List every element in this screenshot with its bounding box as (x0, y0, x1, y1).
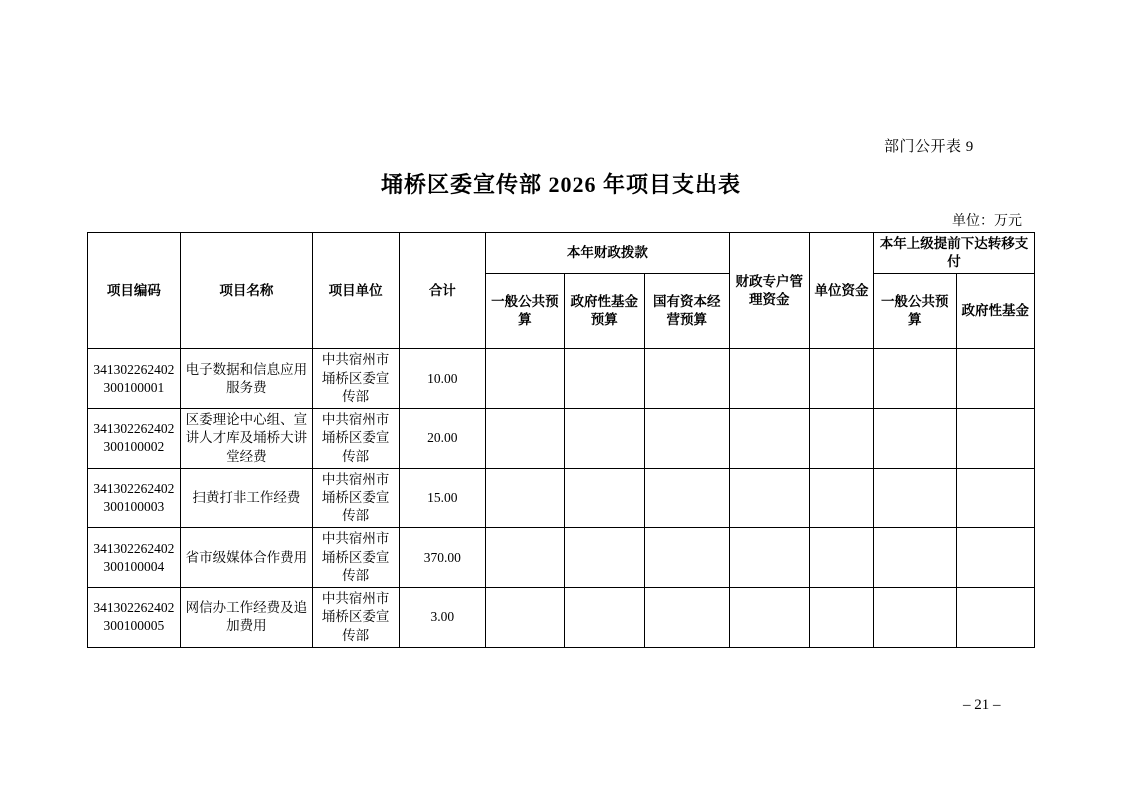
cell-state-capital-operation-budget (644, 528, 729, 588)
cell-transfer-general-public-budget (873, 588, 956, 648)
cell-state-capital-operation-budget (644, 468, 729, 528)
th-project-code: 项目编码 (88, 233, 181, 349)
cell-transfer-general-public-budget (873, 409, 956, 469)
cell-government-fund-budget (564, 349, 644, 409)
cell-fiscal-special-account-funds (729, 528, 809, 588)
cell-general-public-budget (486, 588, 564, 648)
cell-total: 20.00 (399, 409, 486, 469)
cell-unit-funds (810, 588, 874, 648)
cell-project-name: 区委理论中心组、宣讲人才库及埇桥大讲堂经费 (180, 409, 312, 469)
cell-project-code: 341302262402300100001 (88, 349, 181, 409)
cell-general-public-budget (486, 409, 564, 469)
cell-transfer-general-public-budget (873, 468, 956, 528)
cell-transfer-government-fund (956, 468, 1035, 528)
th-state-capital-operation-budget: 国有资本经营预算 (644, 274, 729, 349)
cell-government-fund-budget (564, 409, 644, 469)
cell-project-unit: 中共宿州市埇桥区委宣传部 (312, 349, 399, 409)
cell-fiscal-special-account-funds (729, 588, 809, 648)
page-title: 埇桥区委宣传部 2026 年项目支出表 (380, 172, 741, 197)
th-government-fund-budget: 政府性基金预算 (564, 274, 644, 349)
cell-government-fund-budget (564, 528, 644, 588)
page-number: – 21 – (963, 697, 1001, 713)
cell-transfer-government-fund (956, 409, 1035, 469)
th-current-year-fiscal-appropriation: 本年财政拨款 (486, 233, 729, 274)
cell-general-public-budget (486, 468, 564, 528)
cell-total: 3.00 (399, 588, 486, 648)
table-row (88, 349, 1035, 409)
cell-unit-funds (810, 528, 874, 588)
form-tag: 部门公开表 9 (884, 139, 974, 155)
unit-note: 单位：万元 (952, 214, 1022, 229)
cell-general-public-budget (486, 528, 564, 588)
cell-transfer-general-public-budget (873, 349, 956, 409)
th-transfer-government-fund: 政府性基金 (956, 274, 1035, 349)
th-fiscal-special-account-funds: 财政专户管理资金 (729, 233, 809, 349)
table-row (88, 468, 1035, 528)
th-project-name: 项目名称 (180, 233, 312, 349)
cell-state-capital-operation-budget (644, 588, 729, 648)
th-general-public-budget: 一般公共预算 (486, 274, 564, 349)
cell-total: 15.00 (399, 468, 486, 528)
cell-total: 370.00 (399, 528, 486, 588)
cell-project-unit: 中共宿州市埇桥区委宣传部 (312, 588, 399, 648)
th-project-unit: 项目单位 (312, 233, 399, 349)
cell-unit-funds (810, 349, 874, 409)
cell-fiscal-special-account-funds (729, 349, 809, 409)
th-unit-funds: 单位资金 (810, 233, 874, 349)
cell-total: 10.00 (399, 349, 486, 409)
cell-project-unit: 中共宿州市埇桥区委宣传部 (312, 468, 399, 528)
cell-state-capital-operation-budget (644, 409, 729, 469)
cell-state-capital-operation-budget (644, 349, 729, 409)
cell-transfer-government-fund (956, 528, 1035, 588)
th-total: 合计 (399, 233, 486, 349)
cell-fiscal-special-account-funds (729, 409, 809, 469)
cell-project-unit: 中共宿州市埇桥区委宣传部 (312, 528, 399, 588)
project-expenditure-table (87, 232, 1035, 648)
cell-unit-funds (810, 409, 874, 469)
table-row (88, 588, 1035, 648)
cell-project-code: 341302262402300100004 (88, 528, 181, 588)
cell-transfer-general-public-budget (873, 528, 956, 588)
cell-unit-funds (810, 468, 874, 528)
cell-project-code: 341302262402300100002 (88, 409, 181, 469)
table-row (88, 528, 1035, 588)
cell-project-name: 电子数据和信息应用服务费 (180, 349, 312, 409)
cell-government-fund-budget (564, 588, 644, 648)
cell-transfer-government-fund (956, 349, 1035, 409)
th-advance-transfer-payment: 本年上级提前下达转移支付 (873, 233, 1034, 274)
cell-project-name: 省市级媒体合作费用 (180, 528, 312, 588)
th-transfer-general-public-budget: 一般公共预算 (873, 274, 956, 349)
table-header-row-1 (88, 233, 1035, 274)
cell-project-name: 网信办工作经费及追加费用 (180, 588, 312, 648)
table-row (88, 409, 1035, 469)
cell-project-name: 扫黄打非工作经费 (180, 468, 312, 528)
cell-project-code: 341302262402300100005 (88, 588, 181, 648)
cell-project-code: 341302262402300100003 (88, 468, 181, 528)
cell-project-unit: 中共宿州市埇桥区委宣传部 (312, 409, 399, 469)
cell-general-public-budget (486, 349, 564, 409)
cell-government-fund-budget (564, 468, 644, 528)
cell-transfer-government-fund (956, 588, 1035, 648)
cell-fiscal-special-account-funds (729, 468, 809, 528)
